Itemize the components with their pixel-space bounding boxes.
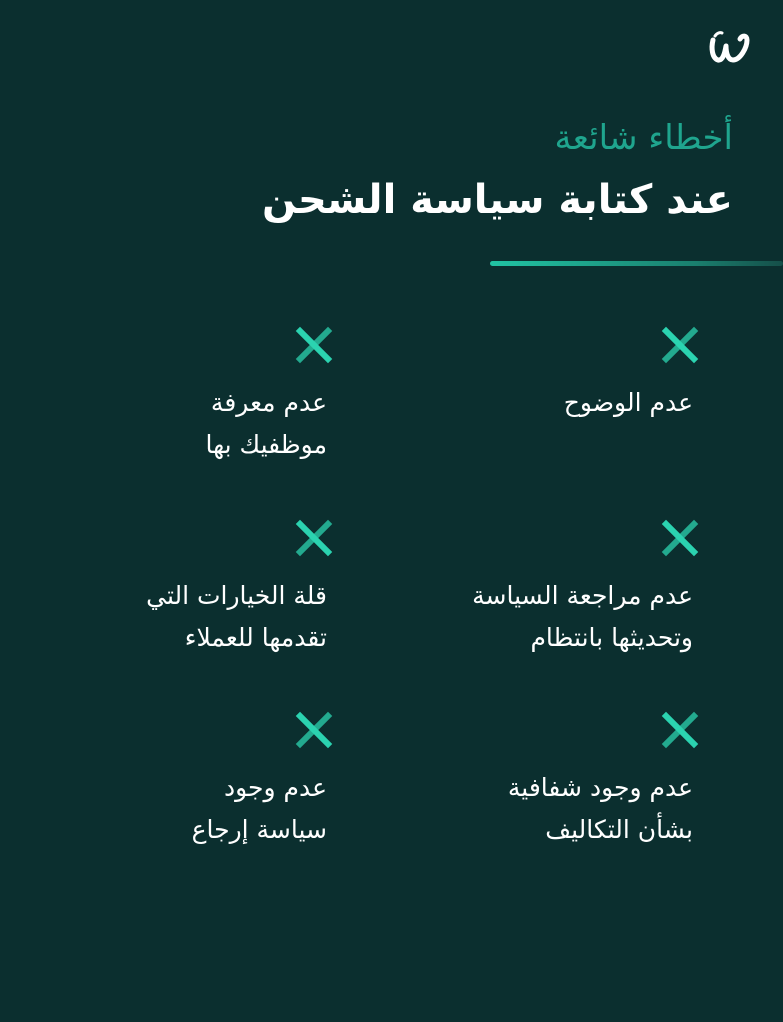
list-item xyxy=(373,711,693,851)
item-line-2: موظفيك بها xyxy=(205,430,327,459)
x-icon xyxy=(295,711,333,749)
item-line-1: قلة الخيارات التي xyxy=(146,581,327,610)
item-line-2: سياسة إرجاع xyxy=(191,815,327,844)
item-line-1: عدم معرفة xyxy=(210,388,327,417)
item-line-2: وتحديثها بانتظام xyxy=(530,623,693,652)
list-item xyxy=(7,711,327,851)
page-subtitle: أخطاء شائعة xyxy=(554,118,733,158)
item-text xyxy=(7,575,327,659)
list-item xyxy=(7,326,327,466)
item-line-2: تقدمها للعملاء xyxy=(184,623,327,652)
item-text xyxy=(7,767,327,851)
x-icon xyxy=(295,519,333,557)
x-icon xyxy=(661,326,699,364)
page-title: عند كتابة سياسة الشحن xyxy=(262,177,733,223)
item-line-1: عدم مراجعة السياسة xyxy=(472,581,693,610)
item-text xyxy=(7,382,327,466)
item-text xyxy=(373,767,693,851)
list-item xyxy=(373,326,693,424)
x-icon xyxy=(295,326,333,364)
x-icon xyxy=(661,519,699,557)
item-text xyxy=(373,382,693,424)
item-line-2: بشأن التكاليف xyxy=(545,815,693,844)
item-line-1: عدم وجود xyxy=(223,773,327,802)
list-item xyxy=(373,519,693,659)
x-icon xyxy=(661,711,699,749)
item-line-1: عدم وجود شفافية xyxy=(507,773,693,802)
item-line-1: عدم الوضوح xyxy=(563,388,693,417)
heading xyxy=(262,112,733,230)
title-underline xyxy=(490,261,783,266)
list-item xyxy=(7,519,327,659)
item-text xyxy=(373,575,693,659)
brand-logo-icon xyxy=(707,26,753,68)
